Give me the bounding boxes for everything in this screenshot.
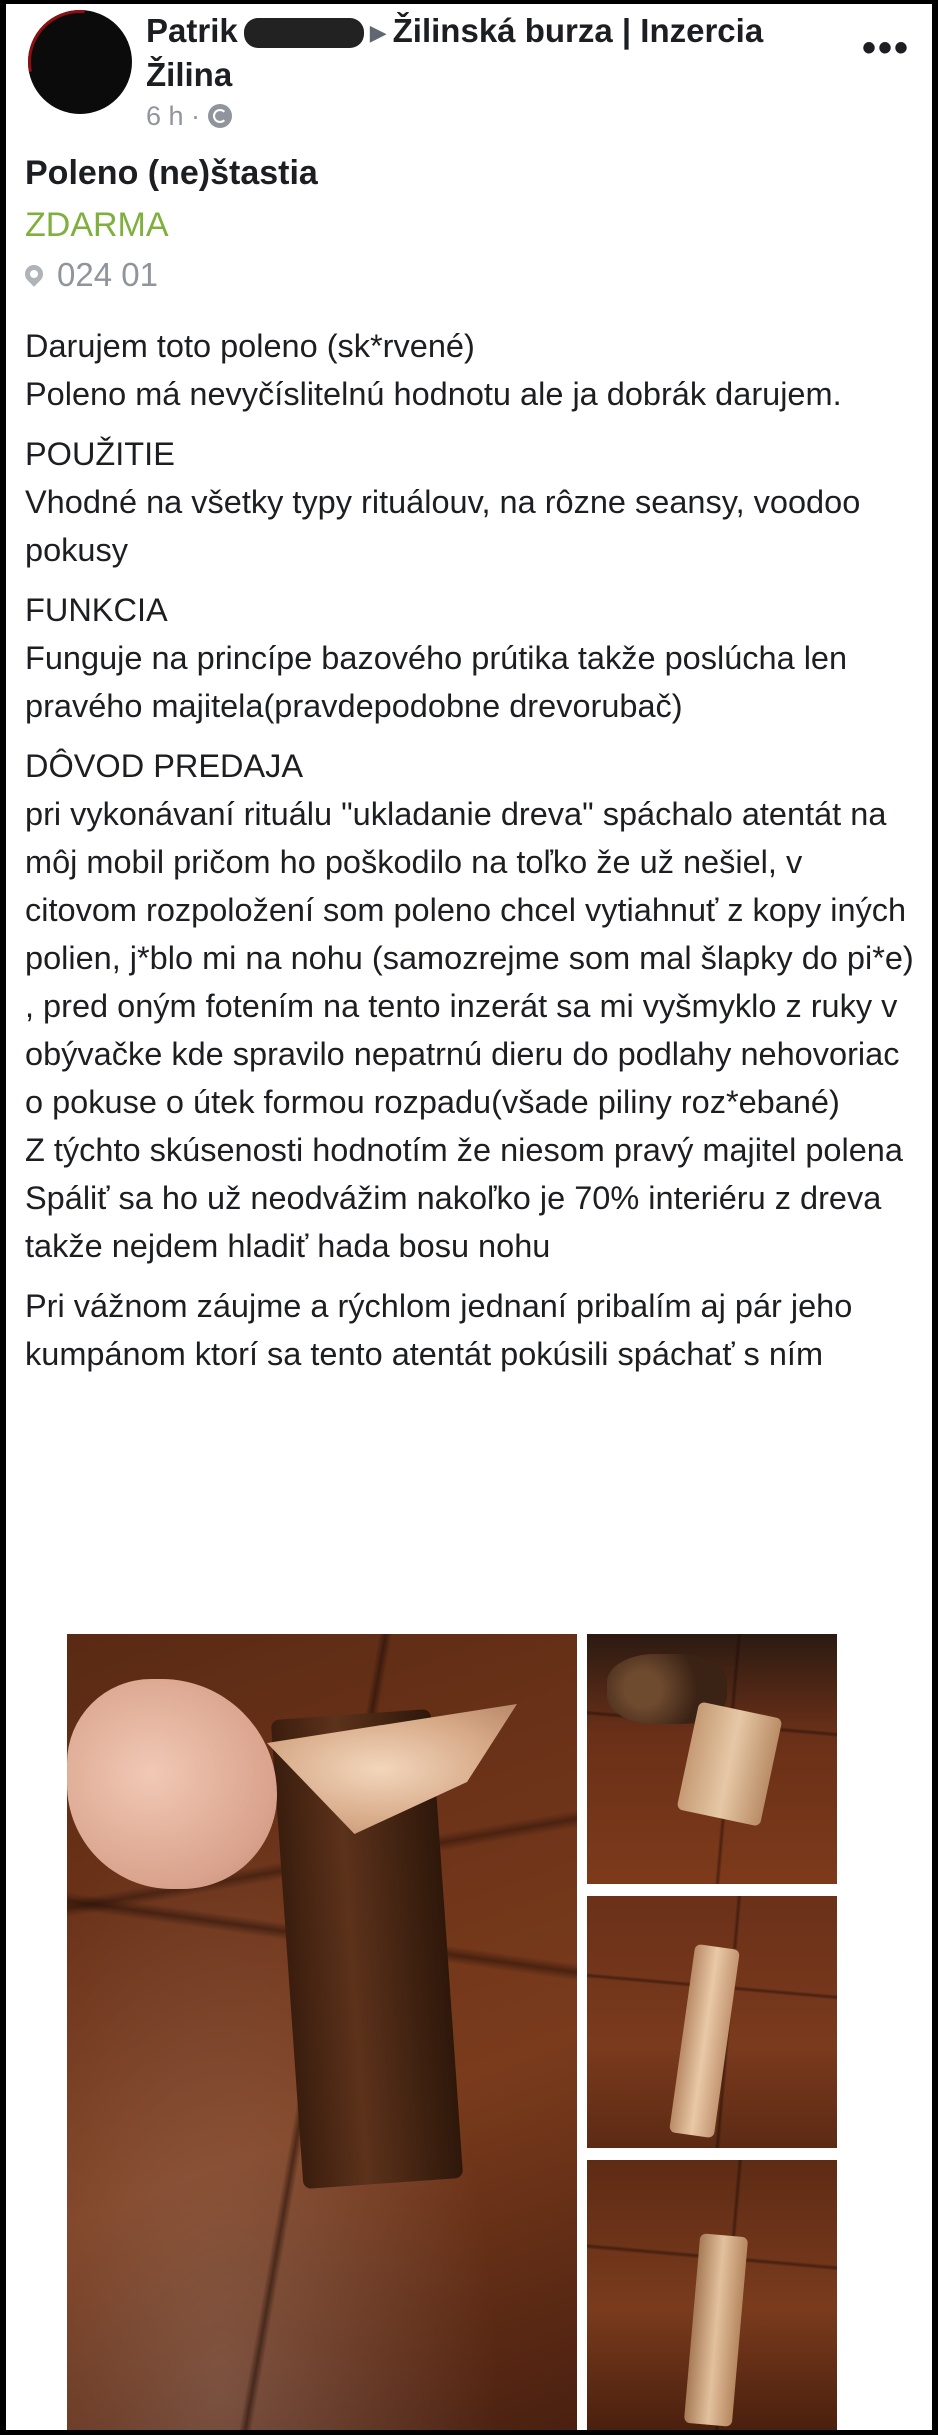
photo-thumb-2[interactable] bbox=[587, 1896, 837, 2148]
author-name[interactable]: Patrik bbox=[146, 12, 238, 49]
photo-main[interactable] bbox=[67, 1634, 577, 2430]
section-heading: POUŽITIE bbox=[25, 436, 175, 472]
redaction-mark bbox=[244, 18, 364, 48]
photo-thumb-1[interactable] bbox=[587, 1634, 837, 1884]
globe-icon bbox=[208, 104, 232, 128]
photo-thumb-3[interactable] bbox=[587, 2160, 837, 2430]
listing-description bbox=[25, 322, 915, 1390]
description-intro: Darujem toto poleno (sk*rvené) Poleno má nevyčíslitelnú hodnotu ale ja dobrák darujem. bbox=[25, 328, 842, 412]
section-heading: FUNKCIA bbox=[25, 592, 168, 628]
post-meta bbox=[146, 100, 232, 132]
description-outro: Pri vážnom záujme a rýchlom jednaní pribalím aj pár jeho kumpánom ktorí sa tento atentát pokúsili spáchať s ním bbox=[25, 1288, 853, 1372]
section-text: Funguje na princípe bazového prútika takže poslúcha len pravého majitela(pravdepodobne drevorubač) bbox=[25, 640, 848, 724]
post-card bbox=[6, 4, 932, 2430]
section-text: pri vykonávaní rituálu "ukladanie dreva" spáchalo atentát na môj mobil pričom ho poškodilo na toľko že už nešiel, v citovom rozpoložení som poleno chcel vytiahnuť z kopy iných polien, j*blo mi na nohu (samozrejme som mal šlapky do pi*e) , pred oným fotením na tento inzerát sa mi vyšmyklo z ruky v obývačke kde spravilo nepatrnú dieru do podlahy nehovoriac o pokuse o útek formou rozpadu(všade piliny roz*ebané) Z týchto skúsenosti hodnotím že niesom pravý majitel polena Spáliť sa ho už neodvážim nakoľko je 70% interiéru z dreva takže nejdem hladiť hada bosu nohu bbox=[25, 796, 914, 1264]
section-text: Vhodné na všetky typy rituálouv, na rôzne seansy, voodoo pokusy bbox=[25, 484, 861, 568]
arrow-right-icon: ▶ bbox=[369, 20, 387, 46]
location-code: 024 01 bbox=[57, 256, 158, 293]
post-time[interactable]: 6 h · bbox=[146, 101, 201, 131]
post-header bbox=[146, 10, 826, 96]
listing-title: Poleno (ne)štastia bbox=[25, 154, 318, 192]
location-pin-icon bbox=[21, 261, 46, 286]
author-city[interactable]: Žilina bbox=[146, 56, 233, 94]
section-heading: DÔVOD PREDAJA bbox=[25, 748, 304, 784]
listing-location bbox=[25, 256, 158, 294]
more-options-icon[interactable]: ••• bbox=[861, 26, 910, 70]
group-name[interactable]: Žilinská burza | Inzercia bbox=[392, 12, 764, 49]
listing-price: ZDARMA bbox=[25, 206, 169, 244]
